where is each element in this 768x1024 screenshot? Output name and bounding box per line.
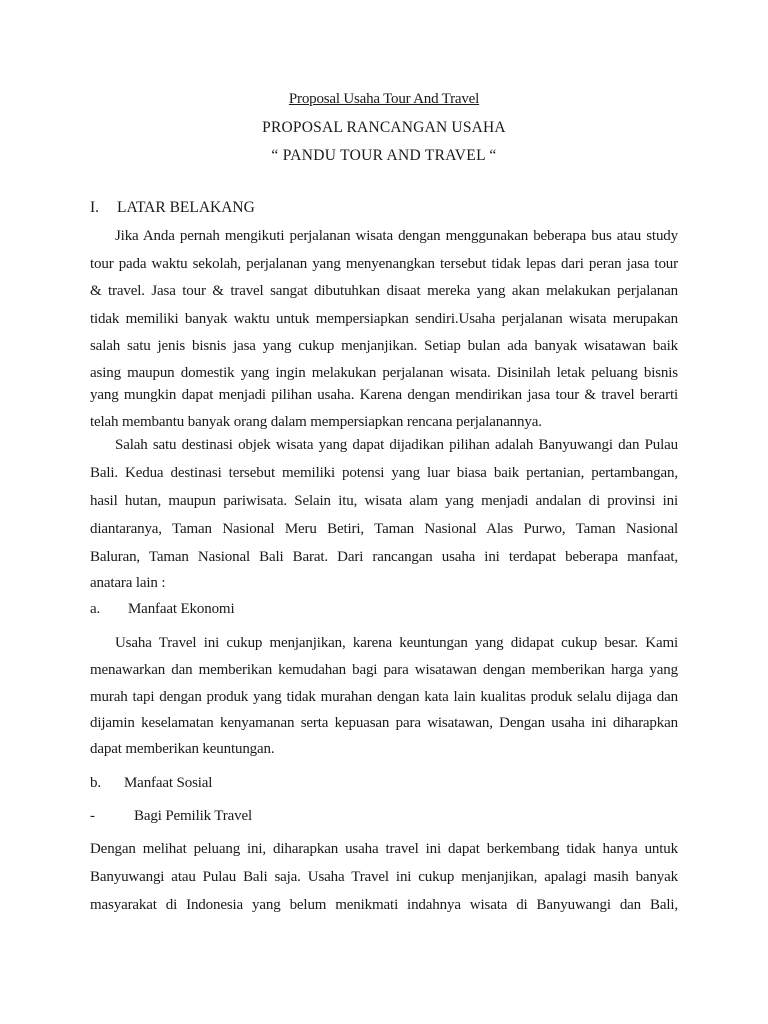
para2-line: diantaranya, Taman Nasional Meru Betiri, Taman Nasional Alas Purwo, Taman Nasional (90, 521, 678, 537)
list-marker: a. (90, 601, 101, 617)
para1-line: yang mungkin dapat menjadi pilihan usaha. Karena dengan mendirikan jasa tour & travel berarti (90, 387, 678, 403)
para2-line: anatara lain : (90, 575, 166, 591)
para3-line: dapat memberikan keuntungan. (90, 741, 275, 757)
para3-line: dijamin keselamatan kenyamanan serta kepuasan para wisatawan, Dengan usaha ini diharapkan (90, 715, 678, 731)
para3-line: menawarkan dan memberikan kemudahan bagi para wisatawan dengan memberikan harga yang (90, 662, 678, 678)
list-marker: b. (90, 775, 101, 791)
document-title: Proposal Usaha Tour And Travel (288, 91, 480, 107)
para4-line: Banyuwangi atau Pulau Bali saja. Usaha Travel ini cukup menjanjikan, apalagi masih banyak (90, 869, 678, 885)
section-heading (90, 199, 255, 217)
section-title: LATAR BELAKANG (117, 199, 255, 216)
para1-line: & travel. Jasa tour & travel sangat dibutuhkan disaat mereka yang akan melakukan perjalanan (90, 283, 678, 299)
para2-line: Salah satu destinasi objek wisata yang dapat dijadikan pilihan adalah Banyuwangi dan Pulau (115, 437, 678, 453)
list-item-label: Manfaat Ekonomi (128, 601, 235, 617)
para1-line: asing maupun domestik yang ingin melakukan perjalanan wisata. Disinilah letak peluang bisnis (90, 365, 678, 381)
list-item-dash (90, 808, 252, 825)
para4-line: masyarakat di Indonesia yang belum menikmati indahnya wisata di Banyuwangi dan Bali, (90, 897, 678, 913)
list-item-b (90, 775, 212, 792)
company-title: “ PANDU TOUR AND TRAVEL “ (271, 147, 497, 164)
proposal-title: PROPOSAL RANCANGAN USAHA (262, 119, 506, 136)
section-number: I. (90, 199, 100, 216)
para2-line: Bali. Kedua destinasi tersebut memiliki potensi yang luar biasa baik pertanian, pertambangan, (90, 465, 678, 481)
para3-line: murah tapi dengan produk yang tidak murahan dengan kata lain kualitas produk selalu dijaga dan (90, 689, 678, 705)
list-item-label: Manfaat Sosial (124, 775, 213, 791)
para1-line: tidak memiliki banyak waktu untuk mempersiapkan sendiri.Usaha perjalanan wisata merupakan (90, 311, 678, 327)
para1-line: tour pada waktu sekolah, perjalanan yang menyenangkan tersebut tidak lepas dari peran jasa tour (90, 256, 678, 272)
list-item-label: Bagi Pemilik Travel (134, 808, 252, 824)
list-marker: - (90, 808, 95, 824)
para3-line: Usaha Travel ini cukup menjanjikan, karena keuntungan yang didapat cukup besar. Kami (115, 635, 678, 651)
para2-line: hasil hutan, maupun pariwisata. Selain itu, wisata alam yang menjadi andalan di provinsi ini (90, 493, 678, 509)
para1-line: Jika Anda pernah mengikuti perjalanan wisata dengan menggunakan beberapa bus atau study (115, 228, 678, 244)
para1-line: telah membantu banyak orang dalam mempersiapkan rencana perjalanannya. (90, 414, 542, 430)
para2-line: Baluran, Taman Nasional Bali Barat. Dari rancangan usaha ini terdapat beberapa manfaat, (90, 549, 678, 565)
list-item-a (90, 601, 234, 618)
para4-line: Dengan melihat peluang ini, diharapkan usaha travel ini dapat berkembang tidak hanya untuk (90, 841, 678, 857)
para1-line: salah satu jenis bisnis jasa yang cukup menjanjikan. Setiap bulan ada banyak wisatawan baik (90, 338, 678, 354)
